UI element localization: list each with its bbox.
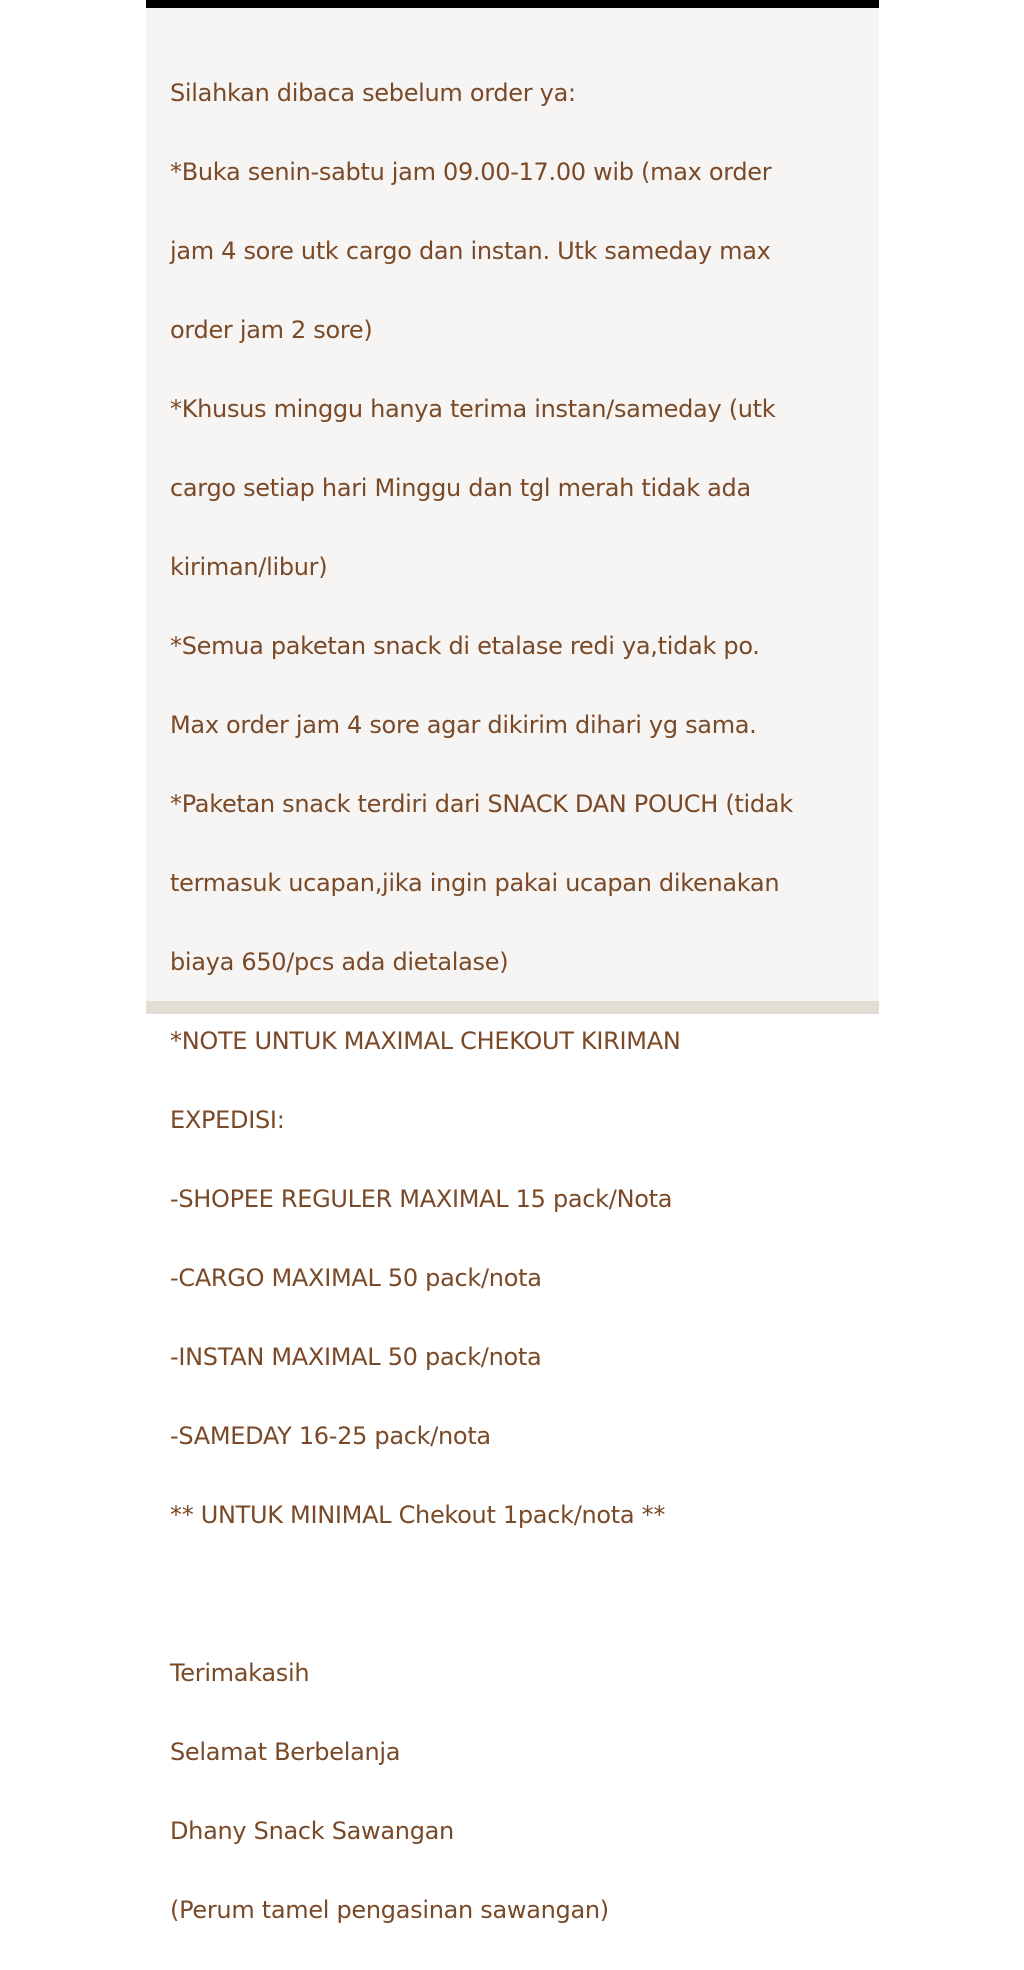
- note-blank-line: [170, 1575, 870, 1615]
- note-line: Max order jam 4 sore agar dikirim dihari yg sama.: [170, 710, 757, 739]
- note-line: Terimakasih: [170, 1658, 310, 1687]
- note-line: -CARGO MAXIMAL 50 pack/nota: [170, 1263, 542, 1292]
- note-line: cargo setiap hari Minggu dan tgl merah tidak ada: [170, 473, 751, 502]
- screenshot-frame: [146, 0, 879, 1924]
- note-line: order jam 2 sore): [170, 315, 373, 344]
- note-line: -INSTAN MAXIMAL 50 pack/nota: [170, 1342, 542, 1371]
- note-line: termasuk ucapan,jika ingin pakai ucapan dikenakan: [170, 868, 780, 897]
- note-line: kiriman/libur): [170, 552, 328, 581]
- note-line: EXPEDISI:: [170, 1105, 285, 1134]
- note-line: *Paketan snack terdiri dari SNACK DAN POUCH (tidak: [170, 789, 793, 818]
- bottom-divider: [146, 1001, 879, 1014]
- note-line: Silahkan dibaca sebelum order ya:: [170, 78, 576, 107]
- note-line: Selamat Berbelanja: [170, 1737, 401, 1766]
- note-line: *Semua paketan snack di etalase redi ya,tidak po.: [170, 631, 760, 660]
- note-line: ** UNTUK MINIMAL Chekout 1pack/nota **: [170, 1500, 666, 1529]
- note-line: Dhany Snack Sawangan: [170, 1816, 454, 1845]
- status-bar: [146, 0, 879, 8]
- note-line: (Perum tamel pengasinan sawangan): [170, 1895, 609, 1924]
- note-line: -SHOPEE REGULER MAXIMAL 15 pack/Nota: [170, 1184, 673, 1213]
- note-line: *Buka senin-sabtu jam 09.00-17.00 wib (max order: [170, 157, 772, 186]
- note-line: jam 4 sore utk cargo dan instan. Utk sameday max: [170, 236, 771, 265]
- note-line: -SAMEDAY 16-25 pack/nota: [170, 1421, 491, 1450]
- note-line: biaya 650/pcs ada dietalase): [170, 947, 509, 976]
- note-line: *NOTE UNTUK MAXIMAL CHEKOUT KIRIMAN: [170, 1026, 681, 1055]
- note-line: *Khusus minggu hanya terima instan/sameday (utk: [170, 394, 776, 423]
